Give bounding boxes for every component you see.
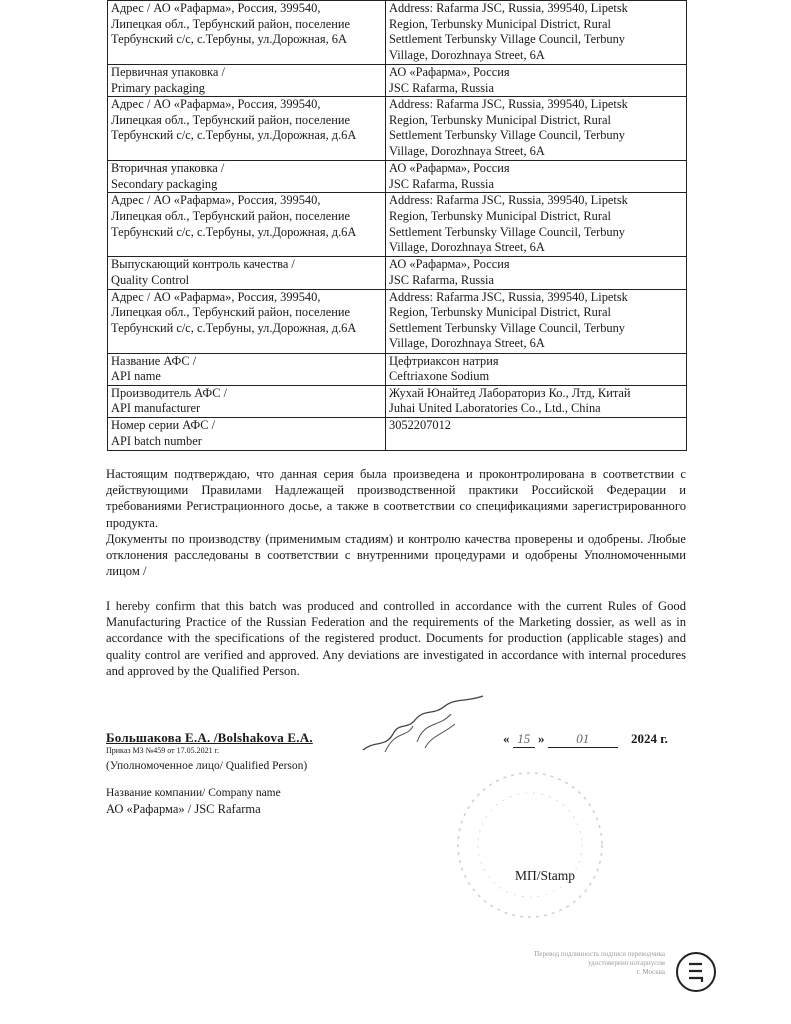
table-cell-ru: Адрес / АО «Рафарма», Россия, 399540, Липецкая обл., Тербунский район, поселение Тербунский с/с, с.Тербуны, ул.Дорожная, д.6А <box>108 289 386 353</box>
signature-date <box>503 731 668 748</box>
notary-footer-text <box>465 950 665 977</box>
declaration-ru-paragraph-1: Настоящим подтверждаю, что данная серия была произведена и проконтролирована в соответствии с действующими Правилами Надлежащей производственной практики Российской Федерации и требованиями Регистрационного досье, а также в соответствии со спецификациями зарегистрированного продукта. <box>106 467 686 530</box>
date-month: 01 <box>548 731 618 748</box>
footer-line-3: г. Москва <box>636 968 665 976</box>
table-row <box>108 161 687 193</box>
signer-name: Большакова Е.А. /Bolshakova E.A. <box>106 730 313 745</box>
table-row <box>108 193 687 257</box>
table-cell-ru: Производитель АФС / API manufacturer <box>108 385 386 417</box>
manufacturing-sites-table <box>107 0 687 451</box>
declaration-english: I hereby confirm that this batch was produced and controlled in accordance with the current Rules of Good Manufacturing Practice of the Russian Federation and the requirements of the Marketing dossier, as well as in accordance with the specifications of the registered product. Documents for production (applicable stages) and quality control are verified and approved. Any deviations are investigated in accordance with internal procedures and approved by the Qualified Person. <box>106 599 686 678</box>
table-row <box>108 1 687 65</box>
table-cell-ru: Номер серии АФС / API batch number <box>108 417 386 450</box>
table-row <box>108 385 687 417</box>
table-row <box>108 417 687 450</box>
table-cell-en: Address: Rafarma JSC, Russia, 399540, Lipetsk Region, Terbunsky Municipal District, Rural Settlement Terbunsky Village Council, Terbuny Village, Dorozhnaya Street, 6A <box>386 97 687 161</box>
signer-role: (Уполномоченное лицо/ Qualified Person) <box>106 760 308 772</box>
table-cell-en: Жухай Юнайтед Лабораториз Ко., Лтд, Китай Juhai United Laboratories Co., Ltd., China <box>386 385 687 417</box>
stamp-label: МП/Stamp <box>515 868 576 883</box>
table-cell-en: Address: Rafarma JSC, Russia, 399540, Lipetsk Region, Terbunsky Municipal District, Rural Settlement Terbunsky Village Council, Terbuny Village, Dorozhnaya Street, 6A <box>386 193 687 257</box>
document-scan-icon <box>676 952 716 992</box>
footer-line-1: Перевод подлинность подписи переводчика <box>534 950 665 958</box>
table-row <box>108 353 687 385</box>
company-name: АО «Рафарма» / JSC Rafarma <box>106 802 261 816</box>
table-cell-en: АО «Рафарма», Россия JSC Rafarma, Russia <box>386 257 687 289</box>
table-cell-en: Address: Rafarma JSC, Russia, 399540, Lipetsk Region, Terbunsky Municipal District, Rural Settlement Terbunsky Village Council, Terbuny Village, Dorozhnaya Street, 6A <box>386 1 687 65</box>
date-close-quote: » <box>538 731 545 746</box>
date-year: 2024 г. <box>631 731 668 746</box>
date-open-quote: « <box>503 731 510 746</box>
table-cell-ru: Выпускающий контроль качества / Quality Control <box>108 257 386 289</box>
appointment-order: Приказ МЗ №459 от 17.05.2021 г. <box>106 746 220 755</box>
table-cell-ru: Адрес / АО «Рафарма», Россия, 399540, Липецкая обл., Тербунский район, поселение Тербунский с/с, с.Тербуны, ул.Дорожная, д.6А <box>108 97 386 161</box>
table-row <box>108 97 687 161</box>
table-cell-ru: Адрес / АО «Рафарма», Россия, 399540, Липецкая обл., Тербунский район, поселение Тербунский с/с, с.Тербуны, ул.Дорожная, д.6А <box>108 193 386 257</box>
table-row <box>108 289 687 353</box>
table-cell-en: Цефтриаксон натрия Ceftriaxone Sodium <box>386 353 687 385</box>
footer-line-2: удостоверено нотариусом <box>588 959 665 967</box>
table-cell-en: Address: Rafarma JSC, Russia, 399540, Lipetsk Region, Terbunsky Municipal District, Rural Settlement Terbunsky Village Council, Terbuny Village, Dorozhnaya Street, 6A <box>386 289 687 353</box>
table-row <box>108 257 687 289</box>
company-name-label: Название компании/ Company name <box>106 787 281 799</box>
table-cell-en: 3052207012 <box>386 417 687 450</box>
handwritten-signature <box>355 690 495 760</box>
declaration-russian <box>106 466 686 579</box>
scan-glyph-icon <box>678 954 714 990</box>
table-row <box>108 65 687 97</box>
table-cell-ru: Адрес / АО «Рафарма», Россия, 399540, Липецкая обл., Тербунский район, поселение Тербунский с/с, с.Тербуны, ул.Дорожная, 6А <box>108 1 386 65</box>
table-cell-en: АО «Рафарма», Россия JSC Rafarma, Russia <box>386 65 687 97</box>
faint-seal-stamp <box>440 760 620 930</box>
declaration-ru-paragraph-2: Документы по производству (применимым стадиям) и контролю качества проверены и одобрены. Любые отклонения расследованы в соответствии с внутренними процедурами и одобрены Уполномоченными лицом / <box>106 531 686 579</box>
date-day: 15 <box>513 731 535 748</box>
table-cell-en: АО «Рафарма», Россия JSC Rafarma, Russia <box>386 161 687 193</box>
table-cell-ru: Первичная упаковка / Primary packaging <box>108 65 386 97</box>
table-cell-ru: Название АФС / API name <box>108 353 386 385</box>
table-cell-ru: Вторичная упаковка / Secondary packaging <box>108 161 386 193</box>
